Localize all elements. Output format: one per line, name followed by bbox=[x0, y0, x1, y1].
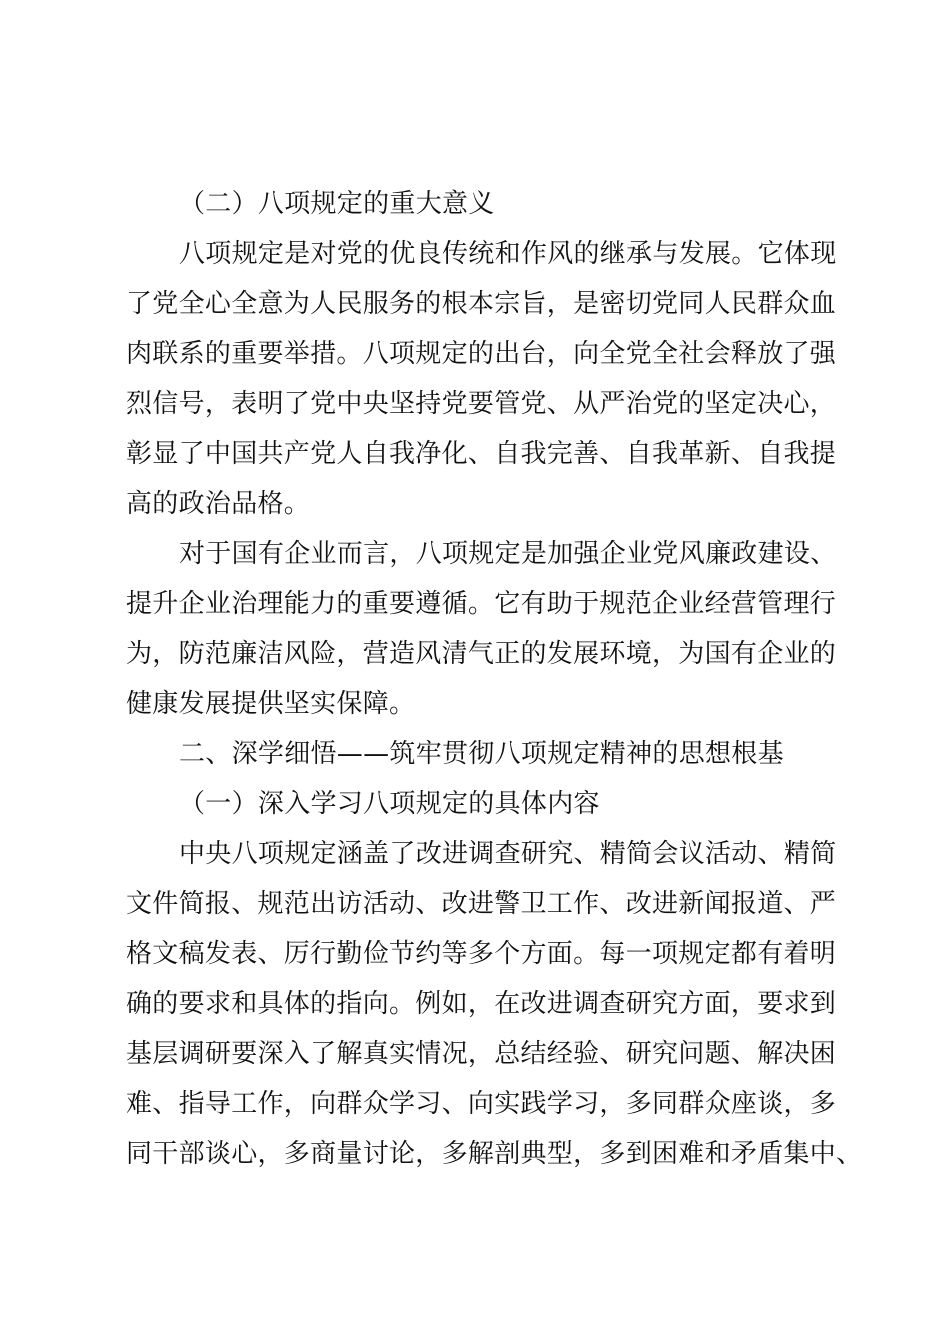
paragraph-line: 确的要求和具体的指向。例如，在改进调查研究方面，要求到 bbox=[126, 989, 837, 1019]
paragraph-line: 难、指导工作，向群众学习、向实践学习，多同群众座谈，多 bbox=[126, 1089, 837, 1119]
paragraph-line: 高的政治品格。 bbox=[126, 489, 311, 519]
paragraph-line: 烈信号，表明了党中央坚持党要管党、从严治党的坚定决心， bbox=[126, 389, 837, 419]
paragraph-line: 对于国有企业而言，八项规定是加强企业党风廉政建设、 bbox=[179, 539, 837, 569]
paragraph-line: 为，防范廉洁风险，营造风清气正的发展环境，为国有企业的 bbox=[126, 639, 837, 669]
paragraph-line: 了党全心全意为人民服务的根本宗旨，是密切党同人民群众血 bbox=[126, 289, 837, 319]
paragraph-line: 同干部谈心，多商量讨论，多解剖典型，多到困难和矛盾集中、 bbox=[126, 1139, 863, 1169]
paragraph-line: 提升企业治理能力的重要遵循。它有助于规范企业经营管理行 bbox=[126, 589, 837, 619]
section-heading-deep-study: 二、深学细悟——筑牢贯彻八项规定精神的思想根基 bbox=[179, 739, 784, 769]
paragraph-line: 中央八项规定涵盖了改进调查研究、精简会议活动、精简 bbox=[179, 839, 837, 869]
paragraph-line: 文件简报、规范出访活动、改进警卫工作、改进新闻报道、严 bbox=[126, 889, 837, 919]
paragraph-line: 格文稿发表、厉行勤俭节约等多个方面。每一项规定都有着明 bbox=[126, 939, 837, 969]
paragraph-line: 彰显了中国共产党人自我净化、自我完善、自我革新、自我提 bbox=[126, 439, 837, 469]
subsection-heading-content: （一）深入学习八项规定的具体内容 bbox=[179, 789, 600, 819]
section-heading-significance: （二）八项规定的重大意义 bbox=[179, 189, 495, 219]
paragraph-line: 肉联系的重要举措。八项规定的出台，向全党全社会释放了强 bbox=[126, 339, 837, 369]
paragraph-line: 健康发展提供坚实保障。 bbox=[126, 689, 416, 719]
paragraph-line: 基层调研要深入了解真实情况，总结经验、研究问题、解决困 bbox=[126, 1039, 837, 1069]
paragraph-line: 八项规定是对党的优良传统和作风的继承与发展。它体现 bbox=[179, 239, 837, 269]
